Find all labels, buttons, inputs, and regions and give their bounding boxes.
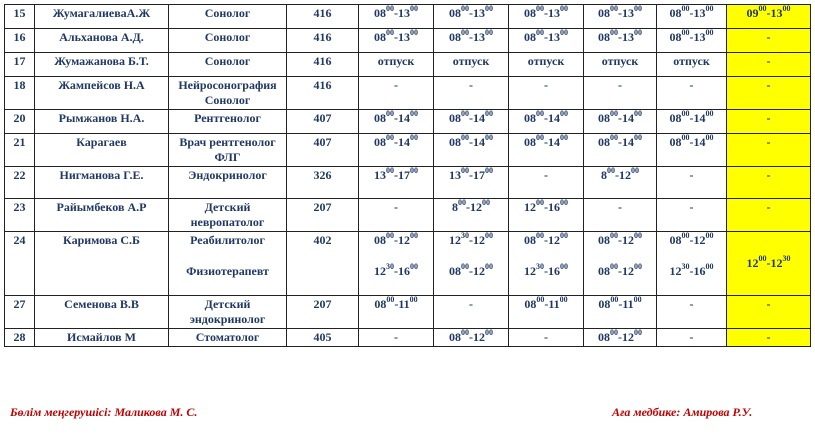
day-hours-5: - xyxy=(657,167,727,199)
day-hours-5: $08^{00}-14^{00}$ xyxy=(657,110,727,134)
day-hours-5: $08^{00}-13^{00}$ xyxy=(657,5,727,29)
day-hours-3: - xyxy=(509,329,584,347)
day-hours-4: $08^{00}-13^{00}$ xyxy=(584,29,657,53)
doctor-name: Жампейсов Н.А xyxy=(35,77,169,110)
day-hours-4: $8^{00}-12^{00}$ xyxy=(584,167,657,199)
row-number: 28 xyxy=(5,329,35,347)
day-hours-4: - xyxy=(584,199,657,232)
specialty: Врач рентгенолог ФЛГ xyxy=(169,134,287,167)
day-hours-4: $08^{00}-11^{00}$ xyxy=(584,296,657,329)
day-hours-2: $08^{00}-13^{00}$ xyxy=(434,5,509,29)
table-row xyxy=(5,29,811,53)
day-hours-1: $08^{00}-11^{00}$ xyxy=(359,296,434,329)
day-hours-1: $08^{00}-12^{00}$ $12^{30}-16^{00}$ xyxy=(359,232,434,296)
day-hours-2: - xyxy=(434,296,509,329)
day-hours-1: - xyxy=(359,77,434,110)
saturday-hours: $09^{00}-13^{00}$ xyxy=(727,5,811,29)
specialty: Стоматолог xyxy=(169,329,287,347)
saturday-hours: $12^{00}-12^{30}$ xyxy=(727,232,811,296)
row-number: 27 xyxy=(5,296,35,329)
specialty: Сонолог xyxy=(169,5,287,29)
row-number: 18 xyxy=(5,77,35,110)
saturday-hours: - xyxy=(727,29,811,53)
doctor-name: Альханова А.Д. xyxy=(35,29,169,53)
doctor-name: Жумажанова Б.Т. xyxy=(35,53,169,77)
room-number: 416 xyxy=(287,53,359,77)
day-hours-3: $08^{00}-14^{00}$ xyxy=(509,134,584,167)
day-hours-1: отпуск xyxy=(359,53,434,77)
day-hours-3: - xyxy=(509,167,584,199)
day-hours-2: $08^{00}-12^{00}$ xyxy=(434,329,509,347)
day-hours-1: $13^{00}-17^{00}$ xyxy=(359,167,434,199)
room-number: 402 xyxy=(287,232,359,296)
day-hours-2: $13^{00}-17^{00}$ xyxy=(434,167,509,199)
saturday-hours: - xyxy=(727,77,811,110)
day-hours-3: $08^{00}-13^{00}$ xyxy=(509,29,584,53)
room-number: 416 xyxy=(287,29,359,53)
day-hours-3: отпуск xyxy=(509,53,584,77)
specialty: Сонолог xyxy=(169,53,287,77)
day-hours-5: - xyxy=(657,296,727,329)
specialty: Реабилитолог Физиотерапевт xyxy=(169,232,287,296)
doctor-name: Райымбеков А.Р xyxy=(35,199,169,232)
day-hours-1: $08^{00}-14^{00}$ xyxy=(359,134,434,167)
day-hours-3: $08^{00}-11^{00}$ xyxy=(509,296,584,329)
table-row xyxy=(5,329,811,347)
day-hours-1: $08^{00}-14^{00}$ xyxy=(359,110,434,134)
room-number: 405 xyxy=(287,329,359,347)
doctor-name: Семенова В.В xyxy=(35,296,169,329)
department-head-signature: Бөлім меңгерушісі: Маликова М. С. xyxy=(10,405,198,419)
day-hours-5: - xyxy=(657,77,727,110)
day-hours-3: $08^{00}-14^{00}$ xyxy=(509,110,584,134)
saturday-hours: - xyxy=(727,199,811,232)
day-hours-1: $08^{00}-13^{00}$ xyxy=(359,29,434,53)
saturday-hours: - xyxy=(727,110,811,134)
row-number: 15 xyxy=(5,5,35,29)
table-row xyxy=(5,110,811,134)
row-number: 21 xyxy=(5,134,35,167)
day-hours-1: - xyxy=(359,329,434,347)
day-hours-2: $08^{00}-14^{00}$ xyxy=(434,110,509,134)
day-hours-2: - xyxy=(434,77,509,110)
room-number: 207 xyxy=(287,296,359,329)
day-hours-4: $08^{00}-12^{00}$ $08^{00}-12^{00}$ xyxy=(584,232,657,296)
table-row xyxy=(5,232,811,296)
day-hours-2: $8^{00}-12^{00}$ xyxy=(434,199,509,232)
row-number: 24 xyxy=(5,232,35,296)
room-number: 407 xyxy=(287,110,359,134)
room-number: 407 xyxy=(287,134,359,167)
day-hours-2: $12^{30}-12^{00}$ $08^{00}-12^{00}$ xyxy=(434,232,509,296)
doctor-name: Карагаев xyxy=(35,134,169,167)
row-number: 16 xyxy=(5,29,35,53)
day-hours-3: - xyxy=(509,77,584,110)
doctor-name: Нигманова Г.Е. xyxy=(35,167,169,199)
day-hours-4: $08^{00}-14^{00}$ xyxy=(584,134,657,167)
table-row xyxy=(5,77,811,110)
room-number: 326 xyxy=(287,167,359,199)
specialty: Эндокринолог xyxy=(169,167,287,199)
specialty: Сонолог xyxy=(169,29,287,53)
day-hours-5: $08^{00}-12^{00}$ $12^{30}-16^{00}$ xyxy=(657,232,727,296)
doctor-name: Рымжанов Н.А. xyxy=(35,110,169,134)
day-hours-5: - xyxy=(657,329,727,347)
row-number: 20 xyxy=(5,110,35,134)
saturday-hours: - xyxy=(727,329,811,347)
day-hours-2: $08^{00}-13^{00}$ xyxy=(434,29,509,53)
day-hours-4: $08^{00}-14^{00}$ xyxy=(584,110,657,134)
saturday-hours: - xyxy=(727,53,811,77)
table-row xyxy=(5,296,811,329)
row-number: 22 xyxy=(5,167,35,199)
day-hours-4: - xyxy=(584,77,657,110)
specialty: Детский эндокринолог xyxy=(169,296,287,329)
day-hours-4: $08^{00}-12^{00}$ xyxy=(584,329,657,347)
schedule-table xyxy=(4,4,811,347)
room-number: 207 xyxy=(287,199,359,232)
day-hours-3: $08^{00}-13^{00}$ xyxy=(509,5,584,29)
day-hours-5: $08^{00}-13^{00}$ xyxy=(657,29,727,53)
day-hours-2: отпуск xyxy=(434,53,509,77)
day-hours-4: $08^{00}-13^{00}$ xyxy=(584,5,657,29)
day-hours-2: $08^{00}-14^{00}$ xyxy=(434,134,509,167)
day-hours-5: $08^{00}-14^{00}$ xyxy=(657,134,727,167)
room-number: 416 xyxy=(287,77,359,110)
row-number: 17 xyxy=(5,53,35,77)
day-hours-3: $12^{00}-16^{00}$ xyxy=(509,199,584,232)
table-row xyxy=(5,53,811,77)
table-row xyxy=(5,5,811,29)
doctor-name: Каримова С.Б xyxy=(35,232,169,296)
day-hours-3: $08^{00}-12^{00}$ $12^{30}-16^{00}$ xyxy=(509,232,584,296)
day-hours-5: - xyxy=(657,199,727,232)
day-hours-5: отпуск xyxy=(657,53,727,77)
table-row xyxy=(5,199,811,232)
specialty: Нейросонография Сонолог xyxy=(169,77,287,110)
day-hours-1: $08^{00}-13^{00}$ xyxy=(359,5,434,29)
doctor-name: ЖумагалиеваА.Ж xyxy=(35,5,169,29)
doctor-name: Исмайлов М xyxy=(35,329,169,347)
specialty: Детский невропатолог xyxy=(169,199,287,232)
room-number: 416 xyxy=(287,5,359,29)
saturday-hours: - xyxy=(727,167,811,199)
saturday-hours: - xyxy=(727,296,811,329)
row-number: 23 xyxy=(5,199,35,232)
day-hours-4: отпуск xyxy=(584,53,657,77)
saturday-hours: - xyxy=(727,134,811,167)
head-nurse-signature: Аға медбике: Амирова Р.У. xyxy=(612,405,753,419)
specialty: Рентгенолог xyxy=(169,110,287,134)
day-hours-1: - xyxy=(359,199,434,232)
table-row xyxy=(5,167,811,199)
table-row xyxy=(5,134,811,167)
